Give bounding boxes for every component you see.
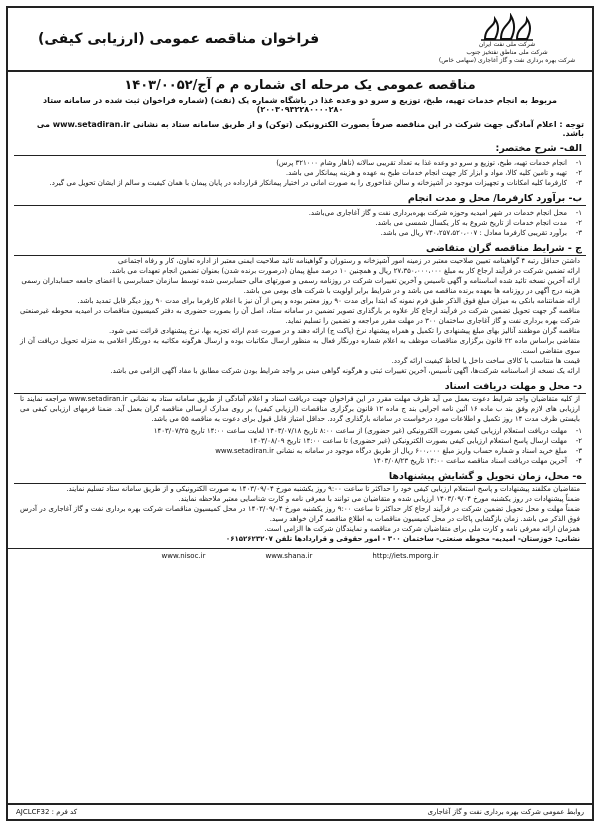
condition-line: هزینه درج آگهی در روزنامه ها بعهده برنده مناقصه می باشد و در شرایط برابر اولویت با شرکت های بومی می باشد.	[243, 287, 580, 295]
condition-line: ارائه آخرین نسخه تائید شده اساسنامه و آگهی تاسیس و آخرین تغییرات شرکت در روزنامه رسمی و صورتهای مالی حسابرسی شده توسط سازمان حسابرسی یا اعضای جامعه حسابداران رسمی	[21, 277, 580, 285]
list-item: ۴- آخرین مهلت دریافت اسناد مناقصه ساعت ۱۴:۰۰ تاریخ ۱۴۰۳/۰۸/۲۳	[373, 457, 582, 465]
section-be	[14, 192, 586, 238]
tender-subject: مربوط به انجام خدمات تهیه، طبخ، توزیع و سرو دو وعده غذا در باشگاه شماره یک (نفت) (شماره فراخوان ثبت شده در سامانه ستاد ۲۰۰۳۰۹۳۲۲۸۰۰۰۰۲۸۰)	[43, 96, 557, 114]
condition-line: ارائه ضمانتنامه بانکی به میزان مبلغ فوق الذکر طبق فرم نمونه که ابتدا برای مدت ۹۰ روز معتبر بوده و پس از آن نیز با اعلام کارفرما برای مدت ۹۰ روز دیگر قابل تمدید باشد.	[77, 297, 580, 305]
tender-title: مناقصه عمومی یک مرحله ای شماره م م آج/۱۴۰۳/۰۰۵۲	[124, 78, 476, 93]
section-he-title: ه- محل، زمان تحویل و گشایش پیشنهادها	[14, 470, 586, 484]
list-item: ۱- محل انجام خدمات در شهر امیدیه وحوزه شرکت بهره‌برداری نفت و گاز آغاجاری می‌باشد.	[308, 209, 582, 217]
submission-text	[20, 484, 580, 544]
websites-row	[8, 548, 592, 560]
submission-line: ضمناً مهلت و محل تحویل تضمین شرکت در فرآیند ارجاع کار حداکثر تا ساعت ۹:۰۰ روز یکشنبه مورخ ۱۴۰۳/۰۹/۰۴ در محل کمیسیون مناقصات شرکت بهره برداری نفت و گاز آغاجاری در آدرس فوق الذکر می باشد. زمان بازگشایی پاکات در محل کمیسیون مناقصات به اطلاع مناقصه گران خواهد رسید.	[20, 505, 581, 523]
form-code: AJCLCF32 : کد فرم	[16, 808, 78, 816]
condition-line: قیمت ها متناسب با کالای ساخت داخل یا لحاظ کیفیت ارائه گردد.	[391, 357, 580, 365]
website-link[interactable]: www.nisoc.ir	[161, 552, 206, 560]
nioc-flame-logo-icon	[477, 13, 537, 41]
submission-line: متقاضیان مکلفند پیشنهادات و پاسخ استعلام ارزیابی کیفی خود را حداکثر تا ساعت ۹:۰۰ روز یکشنبه مورخ ۱۴۰۳/۰۹/۰۴ به صورت الکترونیکی و از طریق سامانه ستاد تسلیم نمایند.	[66, 485, 580, 493]
list-item: ۳- برآورد تقریبی کارفرما معادل : ۷۴۰،۲۵۷،۵۲۰،۰۰۷ ریال می باشد.	[380, 229, 582, 237]
notice-text: توجه : اعلام آمادگی جهت شرکت در این مناقصه صرفاً بصورت الکترونیکی (توکن) و از طریق سامانه ستاد به نشانی www.setadiran.ir می باشد.	[36, 120, 584, 138]
section-alef	[14, 142, 586, 188]
list-item: ۱- انجام خدمات تهیه، طبخ، توزیع و سرو دو وعده غذا به تعداد تقریبی سالانه (ناهار وشام ۳۲۱۰۰۰ پرس)	[276, 159, 582, 167]
website-link[interactable]: http://iets.mporg.ir	[372, 552, 439, 560]
org-name-1: شرکت ملی نفت ایران	[478, 41, 536, 48]
list-item: ۲- مهلت ارسال پاسخ استعلام ارزیابی کیفی بصورت الکترونیکی (غیر حضوری) تا ساعت ۱۴:۰۰ تاریخ ۱۴۰۳/۰۸/۰۹	[249, 437, 582, 445]
section-he	[14, 470, 586, 544]
section-alef-title: الف- شرح مختصر:	[14, 142, 586, 156]
section-be-title: ب- برآورد کارفرما/ محل و مدت انجام	[14, 192, 586, 206]
document-header	[8, 8, 592, 72]
condition-line: ارائه تضمین شرکت در فرآیند ارجاع کار به مبلغ ۲۷،۳۵۰،۰۰۰،۰۰۰ ریال و همچنین ۱۰ درصد مبلغ پیمان (درصورت برنده شدن) بعنوان تضمین انجام تعهدات می باشد.	[109, 267, 580, 275]
documents-paragraph: از کلیه متقاضیان واجد شرایط دعوت بعمل می آید ظرف مهلت مقرر در این فراخوان جهت دریافت اسناد و اعلام آمادگی از طریق سامانه ستاد به نشانی www.setadiran.ir مراجعه نمایند تا ارزیابی های لازم وفق بند ب ماده ۱۶ آئین نامه اجرایی بند ج ماده ۱۲ قانون برگزاری مناقصات (ارزیابی کیفی) بر روی مدارک ارسالی مناقصه گران بعمل آید. ضمنا فرمهای ارزیابی کیفی می بایستی ظرف مدت ۱۴ روز تکمیل و اطلاعات مورد درخواست در سامانه بارگذاری گردد. حداقل امتیاز قابل قبول برای دعوت به مناقصه ۵۵ می باشد.	[20, 395, 580, 423]
condition-line: متقاضی براساس ماده ۲۲ قانون برگزاری مناقصات موظف به اعلام شماره دورنگار فعال به منظور ارسال مکاتبات بوده و ارسال هرگونه مکاتبه به دورنگار اعلامی به منزله تحویل دریافت آن از سوی متقاضی است.	[20, 337, 580, 355]
list-item: ۳- مبلغ خرید اسناد و شماره حساب واریز مبلغ ۶۰۰،۰۰۰ ریال از طریق درگاه موجود در سامانه به نشانی www.setadiran.ir	[215, 447, 582, 455]
website-link[interactable]: www.shana.ir	[265, 552, 313, 560]
address-line: نشانی: خوزستان- امیدیه- محوطه صنعتی- ساختمان ۳۰۰ - امور حقوقی و قراردادها تلفن ۰۶۱۵۲۶۲۳۲۰۷	[225, 535, 580, 543]
org-name-3: شرکت بهره برداری نفت و گاز آغاجاری (سهامی خاص)	[438, 57, 576, 64]
list-item: ۲- مدت انجام خدمات از تاریخ شروع به کار یکسال شمسی می باشد.	[375, 219, 582, 227]
submission-line: ضمناً پیشنهادات در روز یکشنبه مورخ ۱۴۰۳/۰۹/۰۴ ارزیابی شده و متقاضیان می توانند با معرفی نامه و کارت شناسایی معتبر ملاحظه نمایند.	[178, 495, 580, 503]
condition-line: مناقصه گر جهت تحویل تضمین شرکت در فرآیند ارجاع کار علاوه بر بارگذاری تصویر تضمین در سامانه ستاد، اصل آن را بصورت حضوری به دفتر کمیسیون مناقصات در امیدیه محوطه غیرصنعتی شرکت بهره برداری نفت و گاز آغاجاری ساختمان ۳۰۰ در مهلت مقرر مراجعه و تضمین را تسلیم نماید.	[20, 307, 580, 325]
footer-publisher: روابط عمومی شرکت بهره برداری نفت و گاز آغاجاری	[427, 808, 584, 816]
section-dal-title: د- محل و مهلت دریافت اسناد	[14, 380, 586, 394]
org-name-2: شرکت ملی مناطق نفتخیز جنوب	[466, 49, 548, 56]
tender-document	[6, 6, 594, 821]
condition-line: داشتن حداقل رتبه ۴ گواهینامه تعیین صلاحیت معتبر در زمینه امور آشپزخانه و رستوران و گواهینامه تائید صلاحیت ایمنی معتبر از اداره تعاون، کار و رفاه اجتماعی	[118, 257, 580, 265]
document-footer	[8, 803, 592, 819]
list-item: ۲- تهیه و تامین کلیه کالا، مواد و ابزار کار جهت انجام خدمات طبخ به عهده و هزینه پیمانکار می باشد.	[285, 169, 582, 177]
list-item: ۱- مهلت دریافت استعلام ارزیابی کیفی بصورت الکترونیکی (غیر حضوری) از ساعت ۸:۰۰ تاریخ ۱۴۰۳/۰۷/۱۸ لغایت ساعت ۱۴:۰۰ تاریخ ۱۴۰۳/۰۷/۲۵	[153, 427, 582, 435]
submission-line: همزمان ارائه معرفی نامه و کارت ملی برای متقاضیان شرکت در مناقصه و نمایندگان شرکت ها الزامی است.	[264, 525, 580, 533]
section-jim	[14, 242, 586, 376]
conditions-list	[20, 256, 580, 376]
section-jim-title: ج - شرایط مناقصه گران متقاضی	[14, 242, 586, 256]
company-logo	[432, 13, 582, 65]
condition-line: ارائه یک نسخه از اساسنامه شرکت‌ها، آگهی تأسیس، آخرین تغییرات ثبتی و هرگونه گواهی مبنی بر واجد شرایط بودن شرکت مطابق با مفاد آگهی الزامی می باشد.	[110, 367, 580, 375]
header-title: فراخوان مناقصه عمومی (ارزیابی کیفی)	[38, 31, 320, 47]
list-item: ۳- کارفرما کلیه امکانات و تجهیزات موجود در آشپزخانه و سالن غذاخوری را به صورت امانی در اختیار پیمانکار قرارداده در پایان پیمان با همان کیفیت و سالم از ایشان تحویل می گیرد.	[49, 179, 582, 187]
condition-line: مناقصه گران موظفند آنالیز بهای مبلغ پیشنهادی را تکمیل و همراه پیشنهاد نرخ (پاکت ج) ارائه دهند و در صورت عدم ارائه تجزیه بها، نرخ پیشنهادی قرائت نمی شود.	[109, 327, 580, 335]
section-dal	[14, 380, 586, 466]
